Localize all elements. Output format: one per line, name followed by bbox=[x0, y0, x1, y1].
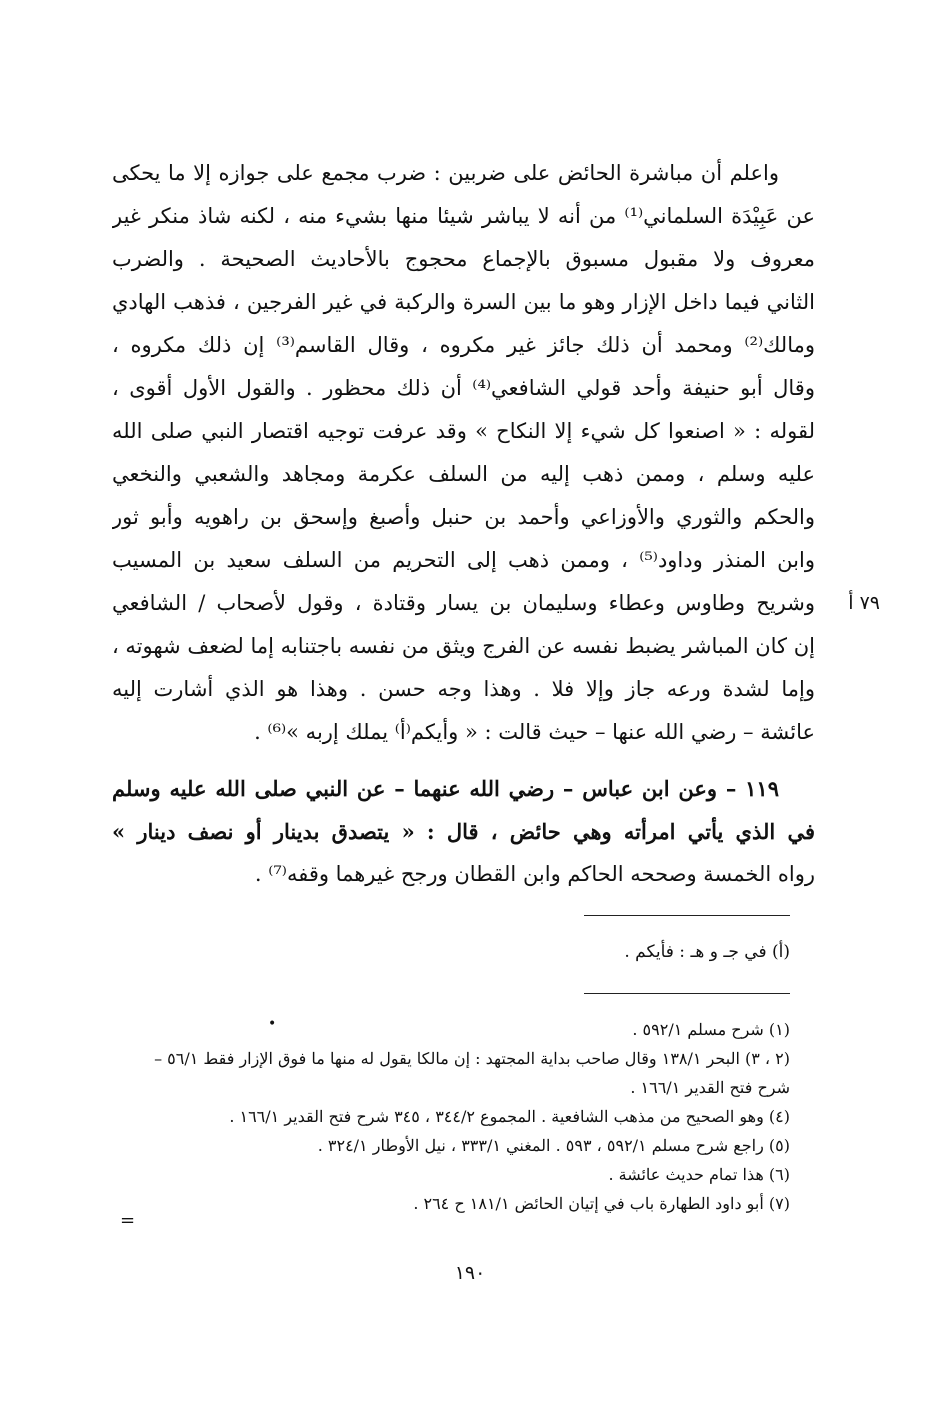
text-line: الثاني فيما داخل الإزار وهو ما بين السرة والركبة في غير الفرجين ، فذهب الهادي bbox=[112, 290, 815, 314]
footnote: (٢ ، ٣) البحر ١٣٨/١ وقال صاحب بداية المجتهد : إن مالكا يقول له منها ما فوق الإزار فقط ٥٦/١ – bbox=[154, 1049, 790, 1068]
hadith-line-1: ١١٩ – وعن ابن عباس – رضي الله عنهما – عن النبي صلى الله عليه وسلم bbox=[112, 776, 779, 801]
text-line: واعلم أن مباشرة الحائض على ضربين : ضرب مجمع على جوازه إلا ما يحكى bbox=[112, 161, 779, 185]
page-number: ١٩٠ bbox=[454, 1262, 486, 1284]
main-text-block bbox=[112, 152, 815, 754]
stray-dot-mark: • bbox=[268, 1016, 277, 1032]
text-line: ومالك⁽²⁾ ومحمد أن ذلك جائز غير مكروه ، وقال القاسم⁽³⁾ إن ذلك مكروه ، bbox=[112, 333, 815, 357]
footnote: (١) شرح مسلم ٥٩٢/١ . bbox=[632, 1020, 790, 1039]
footnote: (٥) راجع شرح مسلم ٥٩٢/١ ، ٥٩٣ . المغني ٣٣٣/١ ، نيل الأوطار ٣٢٤/١ . bbox=[317, 1136, 790, 1155]
variant-note: (أ) في جـ و هـ : فأيكم . bbox=[624, 942, 790, 962]
footnote: (٤) وهو الصحيح من مذهب الشافعية . المجموع ٣٤٤/٢ ، ٣٤٥ شرح فتح القدير ١٦٦/١ . bbox=[229, 1107, 790, 1126]
text-line: وإما لشدة ورعه جاز وإلا فلا . وهذا وجه حسن . وهذا هو الذي أشارت إليه bbox=[112, 677, 815, 701]
footnotes-list bbox=[112, 1015, 790, 1218]
footnote: (٦) هذا تمام حديث عائشة . bbox=[608, 1165, 790, 1184]
text-line: إن كان المباشر يضبط نفسه عن الفرج ويثق من نفسه باجتنابه إما لضعف شهوته ، bbox=[112, 634, 815, 658]
continuation-mark: = bbox=[120, 1210, 136, 1231]
margin-folio-note: ٧٩ أ bbox=[848, 592, 880, 614]
text-line: عليه وسلم ، وممن ذهب إليه من السلف عكرمة ومجاهد والشعبي والنخعي bbox=[112, 462, 815, 486]
hadith-line-3: رواه الخمسة وصححه الحاكم وابن القطان ورجح غيرهما وقفه⁽⁷⁾ . bbox=[254, 862, 815, 886]
text-line: لقوله : « اصنعوا كل شيء إلا النكاح » وقد عرفت توجيه اقتصار النبي صلى الله bbox=[112, 419, 815, 443]
text-line: عن عَبِيْدَة السلماني⁽¹⁾ من أنه لا يباشر شيئا منها بشيء منه ، لكنه شاذ منكر غير bbox=[112, 204, 815, 228]
text-line: وشريح وطاوس وعطاء وسليمان بن يسار وقتادة ، وقول لأصحاب / الشافعي bbox=[112, 591, 815, 615]
footnote: شرح فتح القدير ١٦٦/١ . bbox=[630, 1078, 790, 1097]
footnote-divider bbox=[584, 915, 790, 916]
text-line: والحكم والثوري والأوزاعي وأحمد بن حنبل وأصبغ وإسحق بن راهويه وأبو ثور bbox=[112, 505, 815, 529]
footnote-divider bbox=[584, 993, 790, 994]
hadith-block bbox=[112, 767, 815, 896]
text-line: وابن المنذر وداود⁽⁵⁾ ، وممن ذهب إلى التحريم من السلف سعيد بن المسيب bbox=[112, 548, 815, 572]
footnote: (٧) أبو داود الطهارة باب في إتيان الحائض ١٨١/١ ح ٢٦٤ . bbox=[413, 1194, 790, 1213]
text-line: وقال أبو حنيفة وأحد قولي الشافعي⁽⁴⁾ أن ذلك محظور . والقول الأول أقوى ، bbox=[112, 376, 815, 400]
text-line: معروف ولا مقبول مسبوق بالإجماع محجوج بالأحاديث الصحيحة . والضرب bbox=[112, 247, 815, 271]
text-line: عائشة – رضي الله عنها – حيث قالت : « وأيكم⁽أ⁾ يملك إربه »⁽⁶⁾ . bbox=[254, 720, 815, 744]
hadith-line-2: في الذي يأتي امرأته وهي حائض ، قال : « يتصدق بدينار أو نصف دينار » bbox=[112, 819, 815, 844]
